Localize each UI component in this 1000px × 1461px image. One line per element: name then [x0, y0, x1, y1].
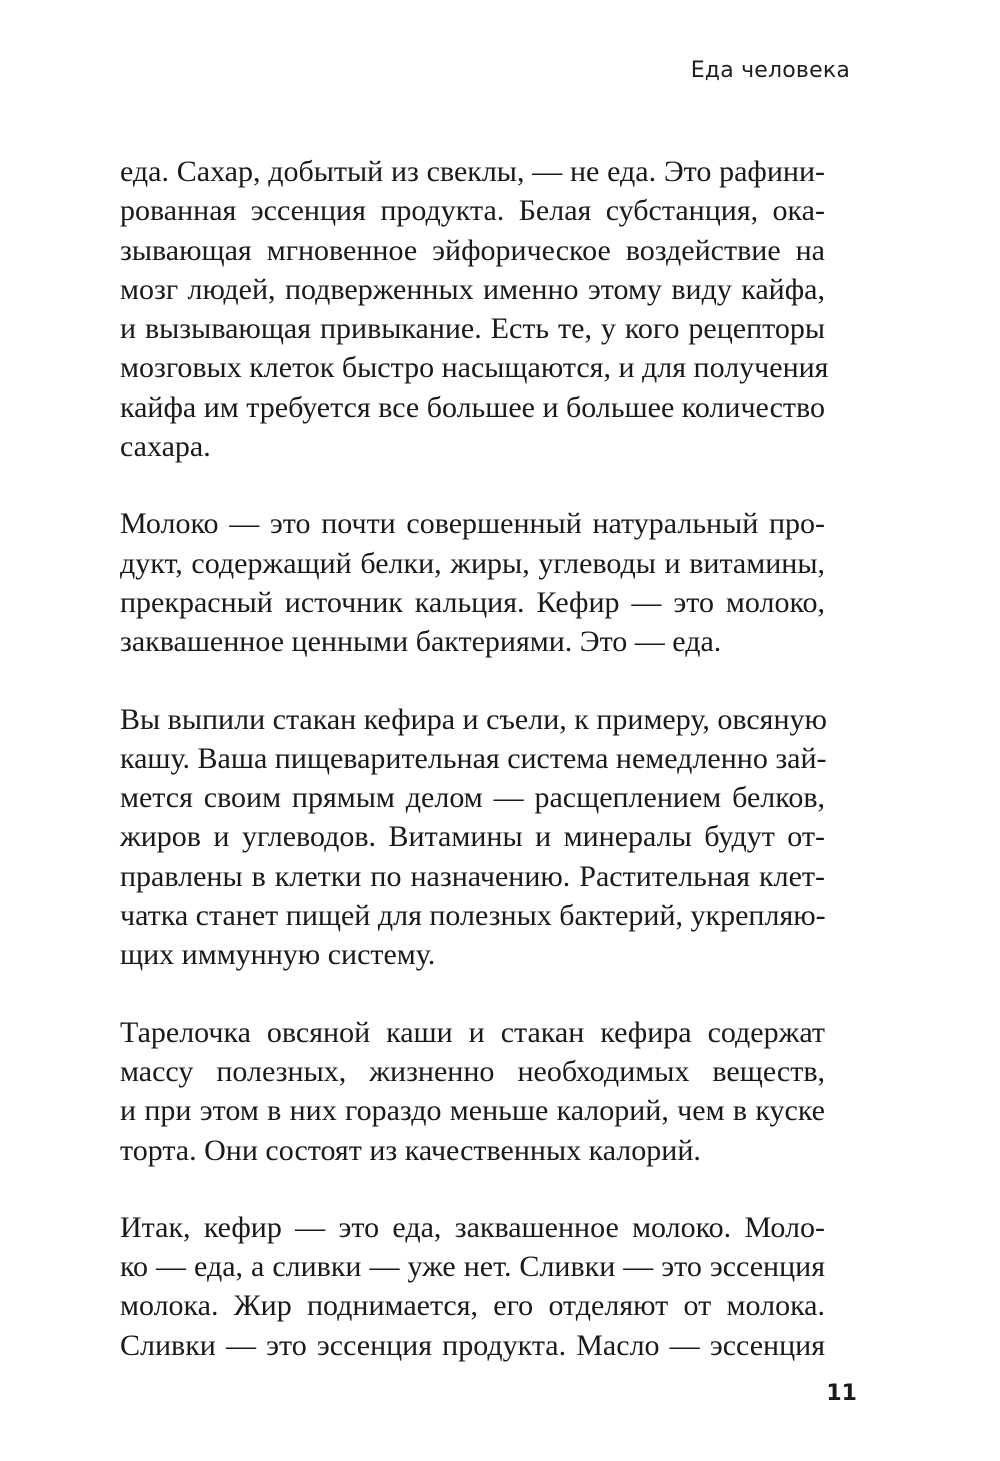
text-line: Итак, кефир — это еда, заквашенное молоко. Моло- — [120, 1210, 825, 1244]
paragraph-5 — [120, 1208, 825, 1365]
text-line: чатка станет пищей для полезных бактерий, укрепляю- — [120, 899, 826, 933]
running-title: Еда человека — [690, 58, 850, 83]
text-line: мозг людей, подверженных именно этому виду кайфа, — [120, 272, 825, 306]
text-line: молока. Жир поднимается, его отделяют от молока. — [120, 1289, 825, 1323]
text-line: щих иммунную систему. — [120, 938, 436, 972]
text-line: Молоко — это почти совершенный натуральный про- — [120, 507, 825, 541]
text-line: мозговых клеток быстро насыщаются, и для получения — [120, 351, 829, 385]
text-line: зывающая мгновенное эйфорическое воздействие на — [120, 233, 825, 267]
text-line: прекрасный источник кальция. Кефир — это молоко, — [120, 585, 825, 619]
text-line: Тарелочка овсяной каши и стакан кефира содержат — [120, 1015, 825, 1049]
text-line: мется своим прямым делом — расщеплением белков, — [120, 781, 825, 815]
text-line: дукт, содержащий белки, жиры, углеводы и витамины, — [120, 546, 825, 580]
paragraph-1 — [120, 152, 829, 466]
paragraph-2 — [120, 504, 825, 661]
text-line: кашу. Ваша пищеварительная система немедленно зай- — [120, 741, 827, 775]
text-line: еда. Сахар, добытый из свеклы, — не еда. Это рафини- — [120, 155, 825, 188]
text-line: и при этом в них гораздо меньше калорий, чем в куске — [120, 1094, 825, 1128]
text-line: Вы выпили стакан кефира и съели, к примеру, овсяную — [120, 702, 827, 736]
text-line: торта. Они состоят из качественных калорий. — [120, 1133, 701, 1167]
page-number: 11 — [826, 1381, 857, 1406]
text-line: массу полезных, жизненно необходимых веществ, — [120, 1054, 825, 1088]
text-line: жиров и углеводов. Витамины и минералы будут от- — [120, 820, 825, 854]
text-line: рованная эссенция продукта. Белая субстанция, ока- — [120, 194, 825, 228]
text-line: сахара. — [120, 430, 211, 464]
text-line: заквашенное ценными бактериями. Это — еда. — [120, 625, 722, 659]
text-line: Сливки — это эссенция продукта. Масло — эссенция — [120, 1328, 825, 1362]
paragraph-4 — [120, 1013, 825, 1170]
text-line: кайфа им требуется все большее и большее количество — [120, 390, 825, 424]
body-text — [120, 152, 829, 1403]
text-line: ко — еда, а сливки — уже нет. Сливки — это эссенция — [120, 1250, 825, 1284]
text-line: правлены в клетки по назначению. Растительная клет- — [120, 859, 825, 893]
paragraph-3 — [120, 700, 825, 975]
text-line: и вызывающая привыкание. Есть те, у кого рецепторы — [120, 312, 825, 346]
